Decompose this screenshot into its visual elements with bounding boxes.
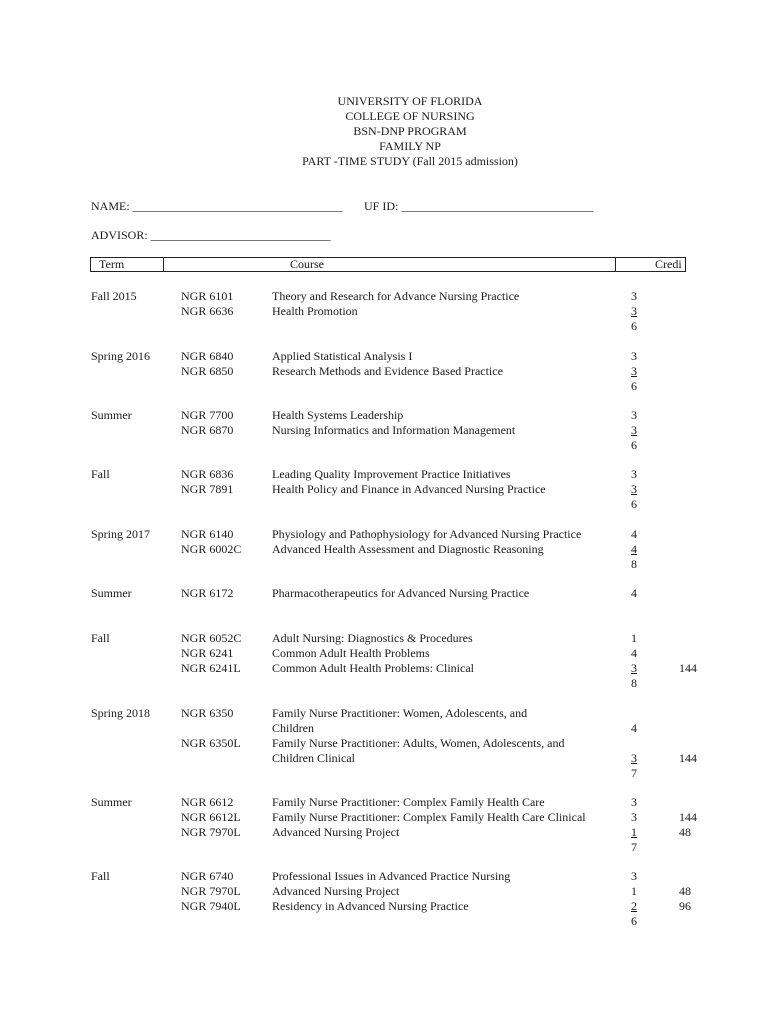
course-credit: 3 (631, 751, 637, 765)
course-credit: 3 (631, 661, 637, 675)
term-credit-total: 6 (631, 319, 637, 333)
header-study-plan: PART -TIME STUDY (Fall 2015 admission) (302, 154, 518, 168)
course-title: Pharmacotherapeutics for Advanced Nursing Practice (272, 586, 530, 600)
term-credit-total: 7 (631, 840, 637, 854)
course-title: Leading Quality Improvement Practice Initiatives (272, 467, 511, 481)
course-code: NGR 6241 (181, 646, 234, 660)
course-title: Family Nurse Practitioner: Complex Family Health Care Clinical (272, 810, 586, 824)
header-college: COLLEGE OF NURSING (345, 109, 475, 123)
course-credit: 4 (631, 542, 637, 556)
course-credit: 3 (631, 304, 637, 318)
course-code: NGR 6172 (181, 586, 234, 600)
term-credit-total: 6 (631, 914, 637, 928)
course-code: NGR 6870 (181, 423, 234, 437)
course-credit: 3 (631, 364, 637, 378)
course-credit: 3 (631, 810, 637, 824)
course-title: Applied Statistical Analysis I (272, 349, 413, 363)
course-credit: 3 (631, 482, 637, 496)
course-code: NGR 6850 (181, 364, 234, 378)
course-credit: 1 (631, 825, 637, 839)
course-title: Theory and Research for Advance Nursing Practice (272, 289, 520, 303)
course-code: NGR 6052C (181, 631, 242, 645)
header-program: BSN-DNP PROGRAM (353, 124, 467, 138)
course-title: Adult Nursing: Diagnostics & Procedures (272, 631, 473, 645)
credits-header-label: Credi (655, 257, 682, 271)
course-code: NGR 6350 (181, 706, 234, 720)
course-title: Common Adult Health Problems (272, 646, 430, 660)
clinical-hours: 48 (679, 825, 691, 839)
course-title: Residency in Advanced Nursing Practice (272, 899, 469, 913)
course-code: NGR 7700 (181, 408, 234, 422)
course-code: NGR 6836 (181, 467, 234, 481)
course-title: Family Nurse Practitioner: Adults, Women, Adolescents, and (272, 736, 565, 750)
credits-column-header (615, 257, 686, 272)
term-label: Spring 2017 (91, 527, 151, 541)
course-code: NGR 6636 (181, 304, 234, 318)
course-code: NGR 6002C (181, 542, 242, 556)
course-code: NGR 6612L (181, 810, 241, 824)
term-credit-total: 6 (631, 438, 637, 452)
course-credit: 3 (631, 289, 637, 303)
course-title: Health Policy and Finance in Advanced Nursing Practice (272, 482, 546, 496)
course-code: NGR 7891 (181, 482, 234, 496)
term-credit-total: 8 (631, 676, 637, 690)
course-code: NGR 7970L (181, 884, 241, 898)
course-code: NGR 6101 (181, 289, 234, 303)
course-code: NGR 6840 (181, 349, 234, 363)
course-title: Health Promotion (272, 304, 358, 318)
term-credit-total: 8 (631, 557, 637, 571)
header-track: FAMILY NP (379, 139, 441, 153)
course-title: Advanced Nursing Project (272, 884, 400, 898)
course-code: NGR 6612 (181, 795, 234, 809)
document-header (0, 94, 770, 169)
header-university: UNIVERSITY OF FLORIDA (337, 94, 483, 108)
clinical-hours: 144 (679, 661, 697, 675)
course-code: NGR 7970L (181, 825, 241, 839)
term-label: Summer (91, 586, 132, 600)
course-title: Physiology and Pathophysiology for Advanced Nursing Practice (272, 527, 582, 541)
course-credit: 4 (631, 527, 637, 541)
course-credit: 2 (631, 899, 637, 913)
course-title: Family Nurse Practitioner: Women, Adolescents, and (272, 706, 528, 720)
course-credit: 1 (631, 631, 637, 645)
course-credit: 3 (631, 408, 637, 422)
course-title-continued: Children (272, 721, 314, 735)
course-code: NGR 6140 (181, 527, 234, 541)
course-credit: 3 (631, 869, 637, 883)
term-credit-total: 7 (631, 766, 637, 780)
term-label: Spring 2018 (91, 706, 151, 720)
course-code: NGR 6740 (181, 869, 234, 883)
course-title: Advanced Nursing Project (272, 825, 400, 839)
course-credit: 3 (631, 467, 637, 481)
clinical-hours: 96 (679, 899, 691, 913)
course-credit: 4 (631, 721, 637, 735)
clinical-hours: 144 (679, 751, 697, 765)
course-header-label: Course (290, 257, 324, 271)
advisor-field: ADVISOR: ______________________________ (91, 228, 331, 242)
course-title: Advanced Health Assessment and Diagnostic Reasoning (272, 542, 544, 556)
course-title-continued: Children Clinical (272, 751, 355, 765)
course-column-header (163, 257, 616, 272)
course-code: NGR 7940L (181, 899, 241, 913)
course-title: Nursing Informatics and Information Management (272, 423, 516, 437)
course-credit: 4 (631, 646, 637, 660)
term-label: Summer (91, 408, 132, 422)
course-credit: 4 (631, 586, 637, 600)
course-credit: 3 (631, 795, 637, 809)
ufid-field: UF ID: ________________________________ (364, 199, 594, 213)
course-title: Common Adult Health Problems: Clinical (272, 661, 474, 675)
course-title: Health Systems Leadership (272, 408, 404, 422)
course-code: NGR 6350L (181, 736, 241, 750)
term-label: Summer (91, 795, 132, 809)
term-header-label: Term (99, 257, 125, 271)
term-credit-total: 6 (631, 497, 637, 511)
term-label: Fall (91, 467, 110, 481)
course-code: NGR 6241L (181, 661, 241, 675)
course-credit: 1 (631, 884, 637, 898)
name-field: NAME: ___________________________________ (91, 199, 343, 213)
term-column-header (90, 257, 164, 272)
course-title: Professional Issues in Advanced Practice Nursing (272, 869, 511, 883)
term-label: Fall 2015 (91, 289, 137, 303)
term-credit-total: 6 (631, 379, 637, 393)
course-credit: 3 (631, 349, 637, 363)
course-title: Research Methods and Evidence Based Practice (272, 364, 503, 378)
term-label: Spring 2016 (91, 349, 151, 363)
term-label: Fall (91, 631, 110, 645)
clinical-hours: 48 (679, 884, 691, 898)
clinical-hours: 144 (679, 810, 697, 824)
course-credit: 3 (631, 423, 637, 437)
course-title: Family Nurse Practitioner: Complex Family Health Care (272, 795, 545, 809)
term-label: Fall (91, 869, 110, 883)
